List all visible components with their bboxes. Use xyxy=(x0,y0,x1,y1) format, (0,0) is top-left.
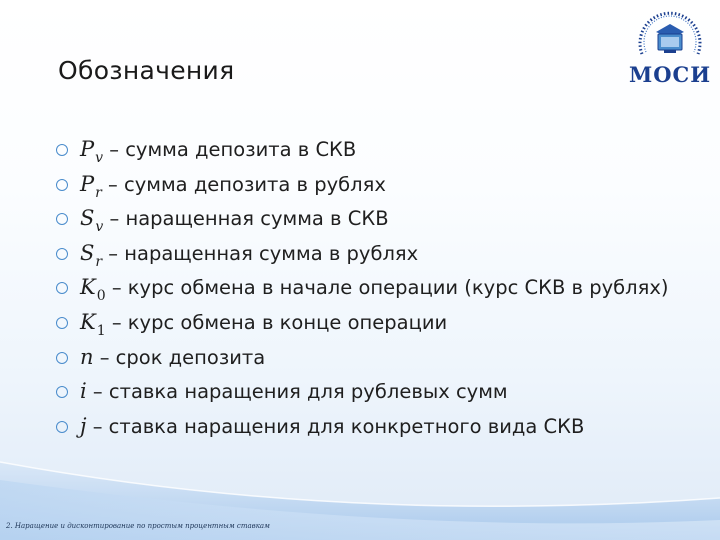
list-item xyxy=(56,169,669,204)
bullet-circle-icon xyxy=(56,179,68,191)
symbol-subscript: 1 xyxy=(96,322,106,339)
bullet-list xyxy=(56,134,669,445)
symbol: i xyxy=(80,379,87,404)
list-item xyxy=(56,272,669,307)
symbol: S xyxy=(80,240,95,265)
bullet-circle-icon xyxy=(56,144,68,156)
slide-title: Обозначения xyxy=(58,56,235,85)
symbol-subscript: v xyxy=(95,219,104,236)
description: – курс обмена в конце операции xyxy=(105,310,448,334)
description: – курс обмена в начале операции (курс СКВ в рублях) xyxy=(105,276,669,300)
symbol: P xyxy=(80,137,95,161)
symbol: K xyxy=(80,275,96,300)
bullet-circle-icon xyxy=(56,248,68,260)
footer-caption: 2. Наращение и дисконтирование по простым процентным ставкам xyxy=(6,522,270,530)
list-item xyxy=(56,134,669,169)
description: – наращенная сумма в рублях xyxy=(102,241,419,265)
description: – срок депозита xyxy=(93,345,266,369)
bullet-circle-icon xyxy=(56,282,68,294)
symbol: j xyxy=(80,413,87,438)
list-item xyxy=(56,342,669,377)
description: – ставка наращения для конкретного вида СКВ xyxy=(86,414,585,438)
bullet-circle-icon xyxy=(56,352,68,364)
symbol-subscript: r xyxy=(95,253,103,270)
symbol: P xyxy=(80,171,95,196)
description: – сумма депозита в рублях xyxy=(101,172,386,196)
logo xyxy=(624,8,716,88)
list-item xyxy=(56,238,669,273)
symbol: K xyxy=(80,309,96,334)
symbol: S xyxy=(80,206,95,231)
list-item xyxy=(56,307,669,342)
bullet-circle-icon xyxy=(56,421,68,433)
list-item xyxy=(56,203,669,238)
description: – сумма депозита в СКВ xyxy=(103,138,357,161)
description: – наращенная сумма в СКВ xyxy=(103,207,389,231)
bullet-circle-icon xyxy=(56,386,68,398)
symbol: n xyxy=(80,344,94,369)
list-item xyxy=(56,376,669,411)
logo-text: МОСИ xyxy=(628,62,712,87)
bullet-circle-icon xyxy=(56,317,68,329)
symbol-subscript: v xyxy=(95,150,104,166)
symbol-subscript: 0 xyxy=(96,288,106,305)
bullet-circle-icon xyxy=(56,213,68,225)
description: – ставка наращения для рублевых сумм xyxy=(86,380,508,404)
logo-emblem xyxy=(624,8,716,64)
symbol-subscript: r xyxy=(95,184,102,201)
